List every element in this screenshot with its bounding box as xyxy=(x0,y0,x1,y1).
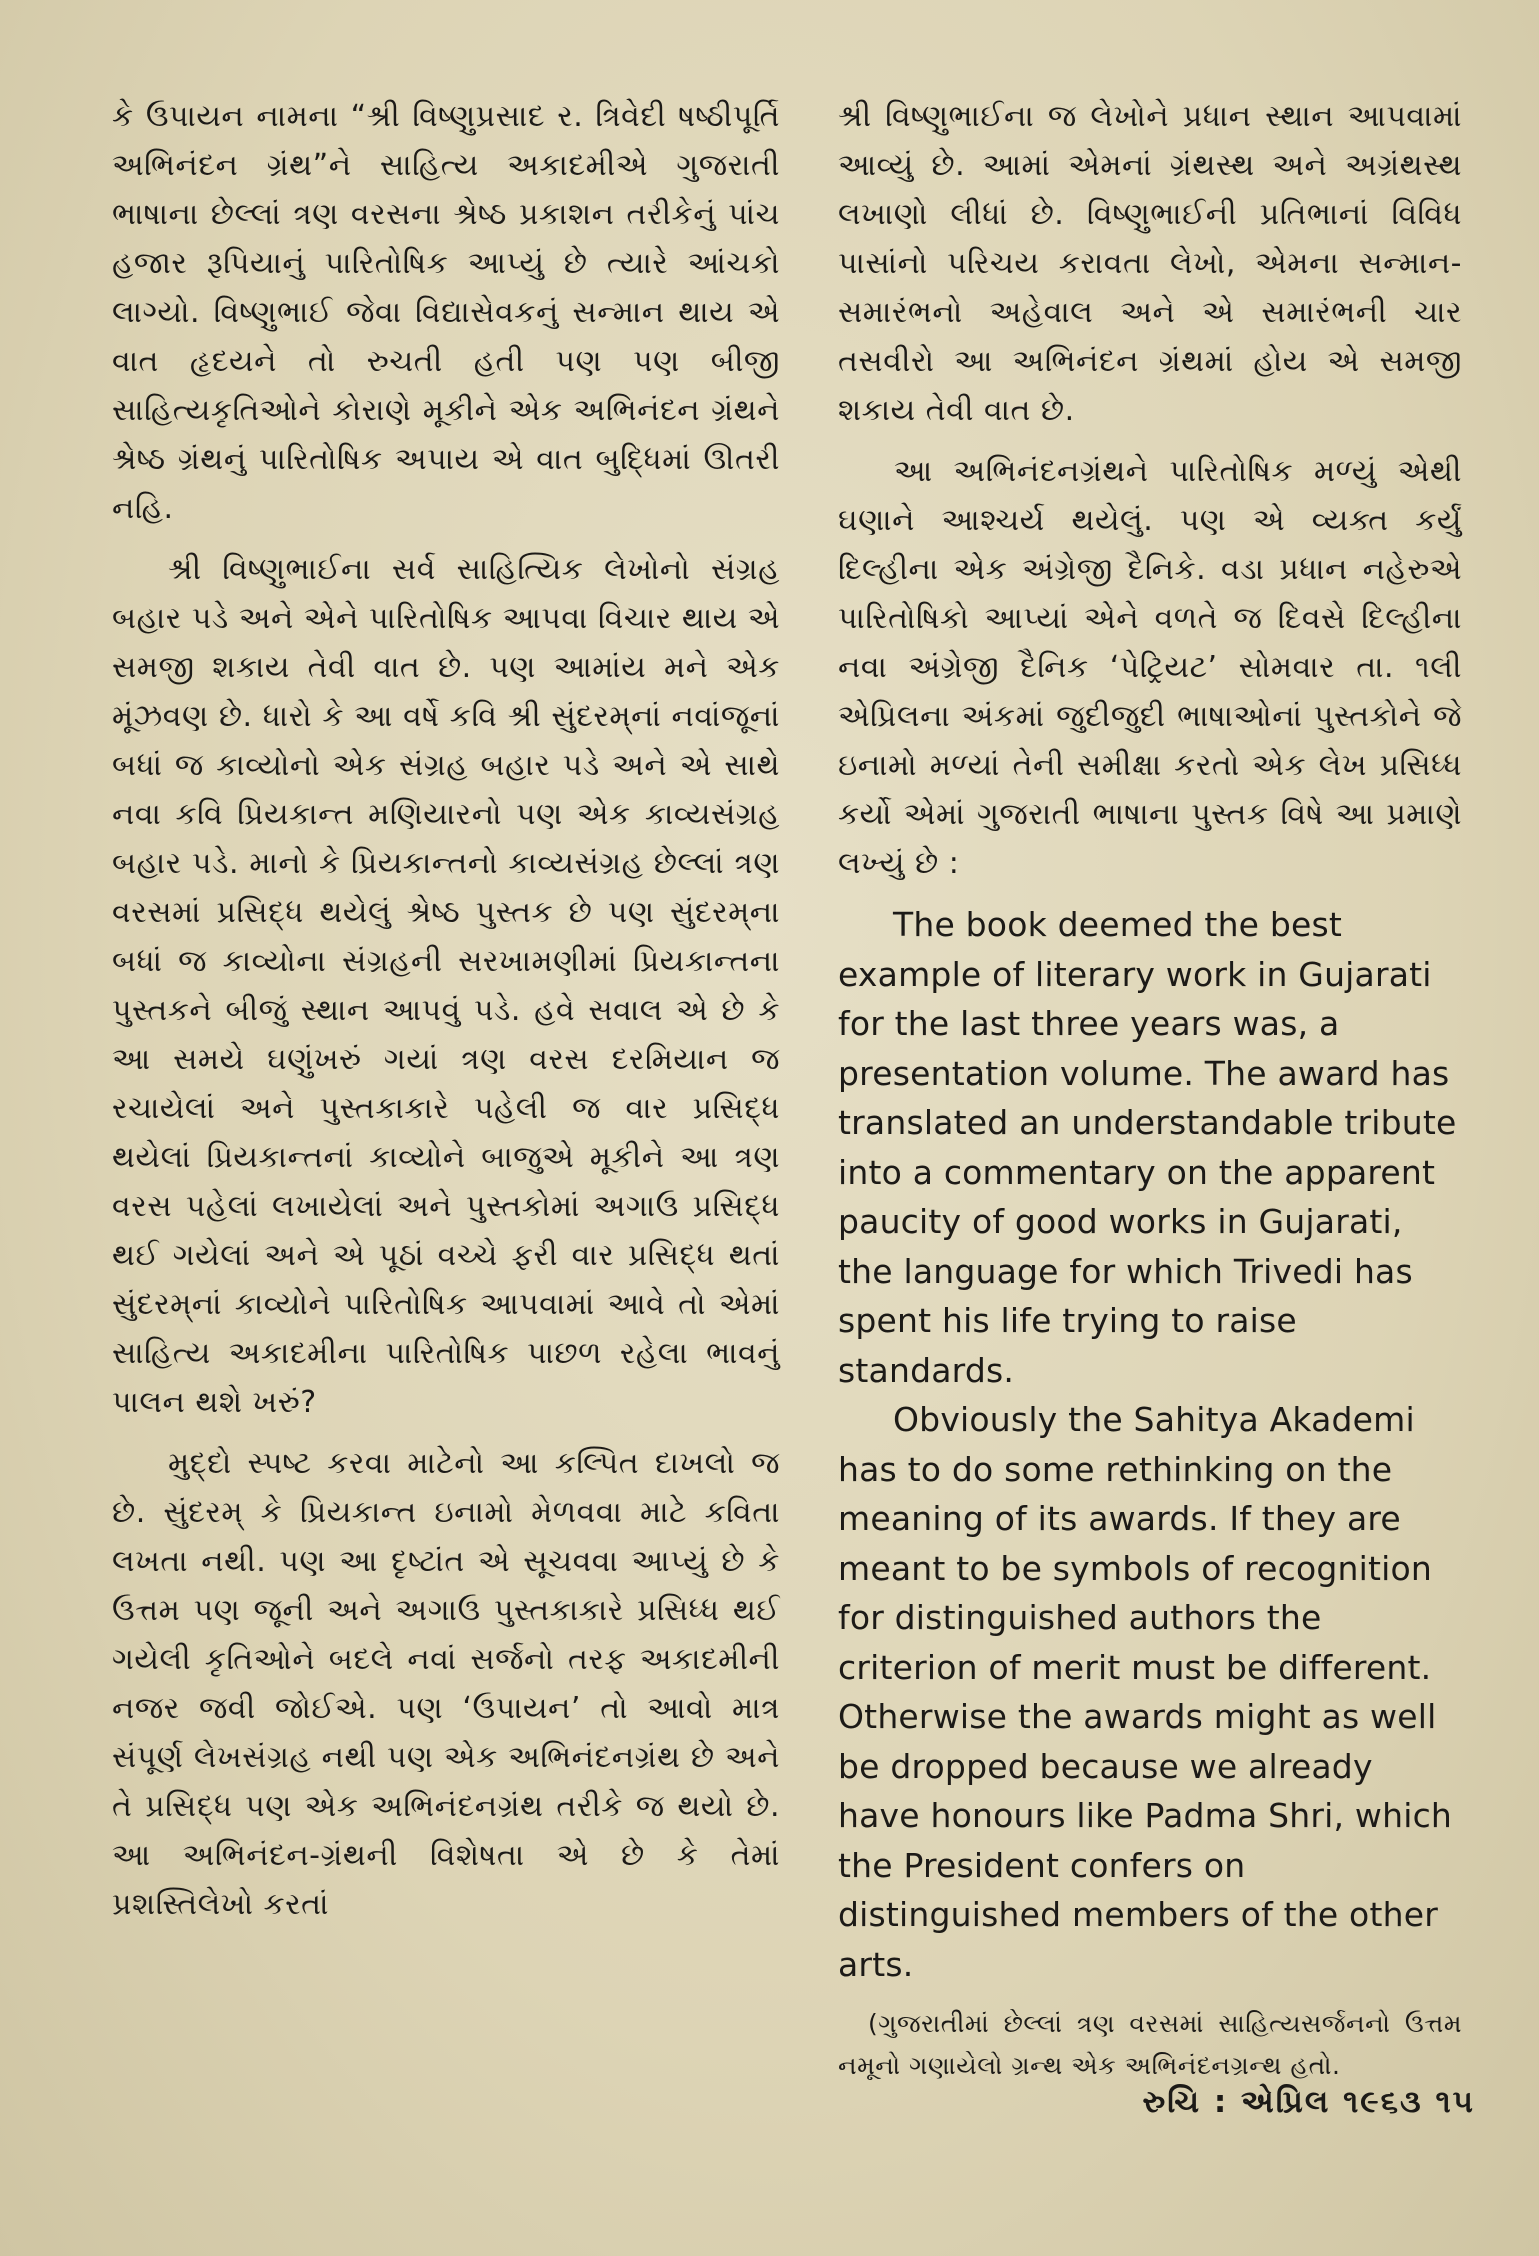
quote-paragraph: Obviously the Sahitya Akademi has to do some rethinking on the meaning of its awards. If they are meant to be symbols of recognition for distinguished authors the criterion of merit must be different. Otherwise the awards might as well be dropped because we already have honours like Padma Shri, which the President confers on distinguished members of the other arts. xyxy=(838,1400,1453,1984)
paragraph: શ્રી વિષ્ણુભાઈના સર્વ સાહિત્યિક લેખોનો સંગ્રહ બહાર પડે અને એને પારિતોષિક આપવા વિચાર થાય એ સમજી શકાય તેવી વાત છે. પણ આમાંય મને એક મૂંઝવણ છે. ધારો કે આ વર્ષે કવિ શ્રી સુંદરમ્‌નાં નવાંજૂનાં બધાં જ કાવ્યોનો એક સંગ્રહ બહાર પડે અને એ સાથે નવા કવિ પ્રિયકાન્ત મણિયારનો પણ એક કાવ્યસંગ્રહ બહાર પડે. માનો કે પ્રિયકાન્તનો કાવ્યસંગ્રહ છેલ્લાં ત્રણ વરસમાં પ્રસિદ્ધ થયેલું શ્રેષ્ઠ પુસ્તક છે પણ સુંદરમ્‌ના બધાં જ કાવ્યોના સંગ્રહની સરખામણીમાં પ્રિયકાન્તના પુસ્તકને બીજું સ્થાન આપવું પડે. હવે સવાલ એ છે કે આ સમયે ઘણુંખરું ગયાં ત્રણ વરસ દરમિયાન જ રચાયેલાં અને પુસ્તકાકારે પહેલી જ વાર પ્રસિદ્ધ થયેલાં પ્રિયકાન્તનાં કાવ્યોને બાજુએ મૂકીને આ ત્રણ વરસ પહેલાં લખાયેલાં અને પુસ્તકોમાં અગાઉ પ્રસિદ્ધ થઈ ગયેલાં અને એ પૂઠાં વચ્ચે ફરી વાર પ્રસિદ્ધ થતાં સુંદરમ્‌નાં કાવ્યોને પારિતોષિક આપવામાં આવે તો એમાં સાહિત્ય અકાદમીના પારિતોષિક પાછળ રહેલા ભાવનું પાલન થશે ખરું? xyxy=(112,552,780,1420)
quote-paragraph: The book deemed the best example of literary work in Gujarati for the last three years was, a presentation volume. The award has translated an understandable tribute into a commentary on the apparent paucity of good works in Gujarati, the language for which Trivedi has spent his life trying to raise standards. xyxy=(838,905,1457,1390)
page-footer: રુચિ : એપ્રિલ ૧૯૬૩ ૧૫ xyxy=(1142,2084,1475,2120)
paragraph: શ્રી વિષ્ણુભાઈના જ લેખોને પ્રધાન સ્થાન આપવામાં આવ્યું છે. આમાં એમનાં ગ્રંથસ્થ અને અગ્રંથસ્થ લખાણો લીધાં છે. વિષ્ણુભાઈની પ્રતિભાનાં વિવિધ પાસાંનો પરિચય કરાવતા લેખો, એમના સન્માન-સમારંભનો અહેવાલ અને એ સમારંભની ચાર તસવીરો આ અભિનંદન ગ્રંથમાં હોય એ સમજી શકાય તેવી વાત છે. xyxy=(838,99,1462,428)
translation-note: (ગુજરાતીમાં છેલ્લાં ત્રણ વરસમાં સાહિત્યસર્જનનો ઉત્તમ નમૂનો ગણાયેલો ગ્રન્થ એક અભિનંદનગ્રન્થ હતો. xyxy=(838,2009,1462,2080)
left-column xyxy=(112,92,780,1941)
paragraph: આ અભિનંદનગ્રંથને પારિતોષિક મળ્યું એથી ઘણાને આશ્ચર્ય થયેલું. પણ એ વ્યક્ત કર્યું દિલ્હીના એક અંગ્રેજી દૈનિકે. વડા પ્રધાન નહેરુએ પારિતોષિકો આપ્યાં એને વળતે જ દિવસે દિલ્હીના નવા અંગ્રેજી દૈનિક ‘પેટ્રિયટ’ સોમવાર તા. ૧લી એપ્રિલના અંકમાં જુદીજુદી ભાષાઓનાં પુસ્તકોને જે ઇનામો મળ્યાં તેની સમીક્ષા કરતો એક લેખ પ્રસિધ્ધ કર્યો એમાં ગુજરાતી ભાષાના પુસ્તક વિષે આ પ્રમાણે લખ્યું છે : xyxy=(838,454,1462,881)
paragraph: મુદ્દો સ્પષ્ટ કરવા માટેનો આ કલ્પિત દાખલો જ છે. સુંદરમ્ કે પ્રિયકાન્ત ઇનામો મેળવવા માટે કવિતા લખતા નથી. પણ આ દૃષ્ટાંત એ સૂચવવા આપ્યું છે કે ઉત્તમ પણ જૂની અને અગાઉ પુસ્તકાકારે પ્રસિધ્ધ થઈ ગયેલી કૃતિઓને બદલે નવાં સર્જનો તરફ અકાદમીની નજર જવી જોઈએ. પણ ‘ઉપાયન’ તો આવો માત્ર સંપૂર્ણ લેખસંગ્રહ નથી પણ એક અભિનંદનગ્રંથ છે અને તે પ્રસિદ્ધ પણ એક અભિનંદનગ્રંથ તરીકે જ થયો છે. આ અભિનંદન-ગ્રંથની વિશેષતા એ છે કે તેમાં પ્રશસ્તિલેખો કરતાં xyxy=(112,1446,780,1922)
right-column xyxy=(838,92,1462,2099)
paragraph: કે ઉપાયન નામના “શ્રી વિષ્ણુપ્રસાદ ર. ત્રિવેદી ષષ્ઠીપૂર્તિ અભિનંદન ગ્રંથ”ને સાહિત્ય અકાદમીએ ગુજરાતી ભાષાના છેલ્લાં ત્રણ વરસના શ્રેષ્ઠ પ્રકાશન તરીકેનું પાંચ હજાર રૂપિયાનું પારિતોષિક આપ્યું છે ત્યારે આંચકો લાગ્યો. વિષ્ણુભાઈ જેવા વિદ્યાસેવકનું સન્માન થાય એ વાત હૃદયને તો રુચતી હતી પણ પણ બીજી સાહિત્યકૃતિઓને કોરાણે મૂકીને એક અભિનંદન ગ્રંથને શ્રેષ્ઠ ગ્રંથનું પારિતોષિક અપાય એ વાત બુદ્ધિમાં ઊતરી નહિ. xyxy=(112,99,780,526)
english-quote xyxy=(838,900,1462,1989)
